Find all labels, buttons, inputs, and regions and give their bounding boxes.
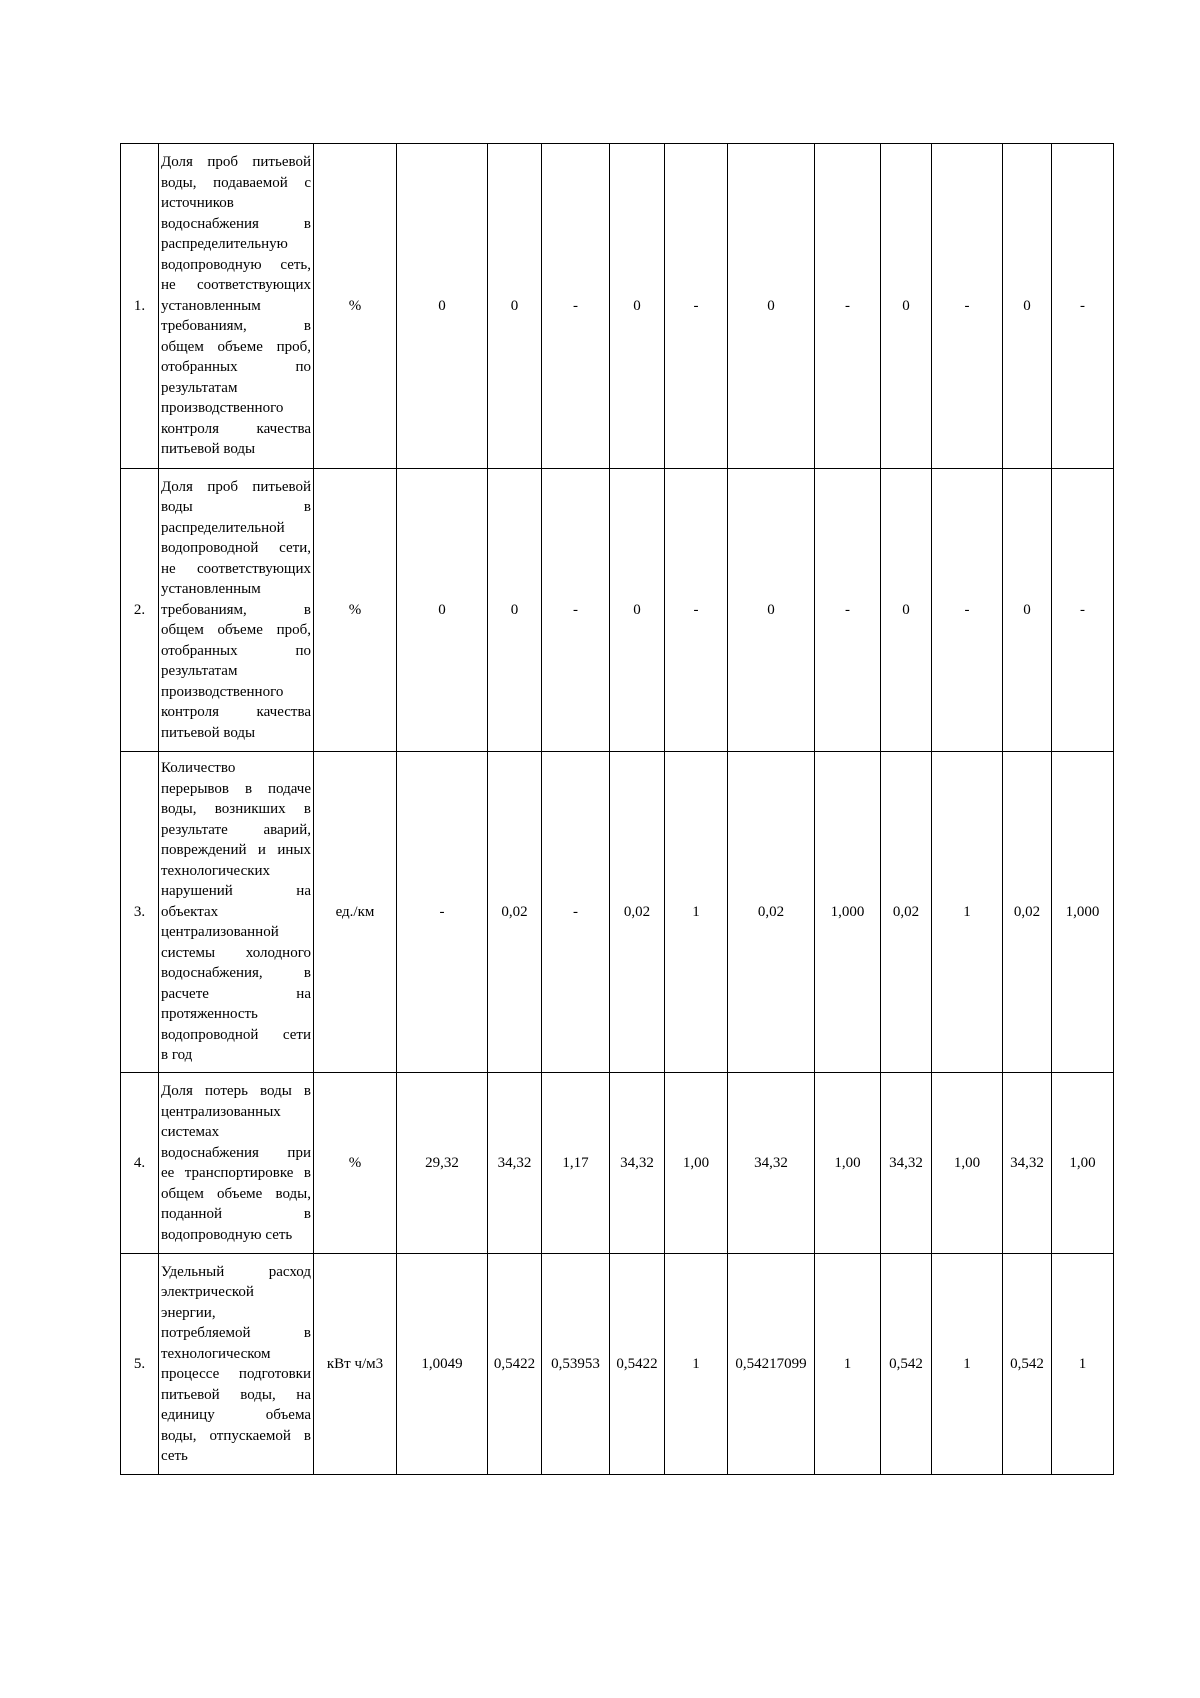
description-line: единицу объема [161, 1407, 311, 1423]
value-cell: 0 [881, 144, 932, 469]
value-cell: 0 [397, 469, 488, 752]
description-line: отобранных по [161, 359, 311, 376]
description-line: ее транспортировке в [161, 1165, 311, 1181]
description-line: электрической [161, 1284, 254, 1300]
description-line: не соответствующих [161, 277, 311, 294]
value-cell: 1,000 [1052, 752, 1114, 1073]
value-cell: 0,02 [881, 752, 932, 1073]
value-cell: - [815, 144, 881, 469]
description-line: результате аварий, [161, 821, 311, 838]
unit-cell: % [314, 144, 397, 469]
description-line: технологическом [161, 1345, 271, 1362]
description-line: производственного [161, 400, 284, 417]
value-cell: - [542, 469, 610, 752]
unit-cell: % [314, 1073, 397, 1254]
value-cell: 0 [488, 469, 542, 752]
row-number: 4. [121, 1073, 159, 1254]
value-cell: 1,000 [815, 752, 881, 1073]
value-cell: 0,54217099 [728, 1254, 815, 1475]
value-cell: 0,5422 [610, 1254, 665, 1475]
value-cell: 0 [1003, 469, 1052, 752]
value-cell: 0,542 [1003, 1254, 1052, 1475]
table-row [121, 1073, 1114, 1254]
description-line: распределительную [161, 236, 288, 253]
value-cell: 0,02 [728, 752, 815, 1073]
table-row [121, 1254, 1114, 1475]
unit-cell: % [314, 469, 397, 752]
description-line: технологических [161, 862, 271, 879]
description-line: протяженность [161, 1006, 258, 1023]
value-cell: 0 [488, 144, 542, 469]
value-cell: 34,32 [610, 1073, 665, 1254]
table-row [121, 752, 1114, 1073]
value-cell: - [1052, 469, 1114, 752]
value-cell: 0,542 [881, 1254, 932, 1475]
table-row [121, 469, 1114, 752]
row-number: 3. [121, 752, 159, 1073]
description-line: в год [161, 1047, 193, 1064]
row-number: 5. [121, 1254, 159, 1475]
value-cell: 1,00 [665, 1073, 728, 1254]
row-number: 1. [121, 144, 159, 469]
value-cell: 0,53953 [542, 1254, 610, 1475]
value-cell: 1 [665, 1254, 728, 1475]
description-line: общем объеме воды, [161, 1185, 311, 1202]
value-cell: - [815, 469, 881, 752]
table-row [121, 144, 1114, 469]
description-line: общем объеме проб, [161, 338, 311, 355]
description-line: водопроводной сети, [161, 540, 311, 557]
value-cell: 1 [665, 752, 728, 1073]
value-cell: - [932, 469, 1003, 752]
description-line: источников [161, 195, 234, 212]
description-line: производственного [161, 683, 284, 700]
value-cell: 1,00 [932, 1073, 1003, 1254]
value-cell: - [397, 752, 488, 1073]
description-line: системах [161, 1124, 220, 1140]
value-cell: 29,32 [397, 1073, 488, 1254]
description-line: объектах [161, 903, 219, 920]
description-line: не соответствующих [161, 560, 311, 577]
description-line: установленным [161, 581, 261, 598]
description-line: воды, отпускаемой в [161, 1427, 311, 1444]
description-line: результатам [161, 379, 238, 396]
description-line: поданной в [161, 1206, 311, 1222]
value-cell: 0,02 [610, 752, 665, 1073]
description-line: питьевой воды, на [161, 1386, 311, 1403]
description-line: распределительной [161, 519, 285, 536]
row-number: 2. [121, 469, 159, 752]
value-cell: 1,17 [542, 1073, 610, 1254]
description-line: воды, подаваемой с [161, 174, 311, 191]
value-cell: 0,02 [488, 752, 542, 1073]
value-cell: 0 [397, 144, 488, 469]
description-line: Количество [161, 760, 236, 777]
description-line: потребляемой в [161, 1325, 311, 1341]
value-cell: - [665, 144, 728, 469]
value-cell: 1,00 [1052, 1073, 1114, 1254]
value-cell: 0 [728, 144, 815, 469]
value-cell: 0 [728, 469, 815, 752]
indicator-description [159, 469, 314, 752]
value-cell: 1 [1052, 1254, 1114, 1475]
description-line: водопроводную сеть, [161, 256, 311, 273]
description-line: водоснабжения в [161, 215, 311, 232]
value-cell: 0 [610, 469, 665, 752]
description-line: водопроводную сеть [161, 1226, 293, 1243]
description-line: Доля проб питьевой [161, 478, 311, 495]
description-line: воды в [161, 499, 311, 516]
description-line: централизованных [161, 1103, 281, 1120]
description-line: общем объеме проб, [161, 622, 311, 639]
indicator-description [159, 1254, 314, 1475]
value-cell: 0,5422 [488, 1254, 542, 1475]
indicators-table [120, 143, 1114, 1475]
description-line: контроля качества [161, 420, 311, 437]
value-cell: 34,32 [488, 1073, 542, 1254]
value-cell: 0 [1003, 144, 1052, 469]
description-line: требованиям, в [161, 318, 311, 335]
value-cell: 34,32 [1003, 1073, 1052, 1254]
value-cell: 1 [932, 752, 1003, 1073]
value-cell: 1 [815, 1254, 881, 1475]
description-line: результатам [161, 663, 238, 680]
value-cell: - [542, 144, 610, 469]
indicator-description [159, 752, 314, 1073]
value-cell: 1 [932, 1254, 1003, 1475]
description-line: процессе подготовки [161, 1366, 311, 1382]
description-line: водоснабжения, в [161, 965, 311, 982]
description-line: требованиям, в [161, 601, 311, 618]
description-line: Доля проб питьевой [161, 154, 311, 171]
value-cell: 0 [610, 144, 665, 469]
value-cell: - [542, 752, 610, 1073]
description-line: отобранных по [161, 642, 311, 659]
value-cell: - [665, 469, 728, 752]
description-line: питьевой воды [161, 724, 256, 741]
description-line: перерывов в подаче [161, 780, 311, 797]
description-line: водоснабжения при [161, 1144, 311, 1161]
description-line: водопроводной сети [161, 1026, 311, 1043]
indicator-description [159, 144, 314, 469]
description-line: энергии, [161, 1304, 216, 1321]
value-cell: 1,0049 [397, 1254, 488, 1475]
description-line: расчете на [161, 985, 311, 1002]
value-cell: 0,02 [1003, 752, 1052, 1073]
description-line: установленным [161, 297, 261, 314]
value-cell: 34,32 [728, 1073, 815, 1254]
description-line: питьевой воды [161, 441, 256, 458]
table-body [121, 144, 1114, 1475]
unit-cell: ед./км [314, 752, 397, 1073]
description-line: сеть [161, 1448, 188, 1464]
description-line: системы холодного [161, 944, 311, 961]
description-line: контроля качества [161, 704, 311, 721]
indicator-description [159, 1073, 314, 1254]
value-cell: 34,32 [881, 1073, 932, 1254]
description-line: Доля потерь воды в [161, 1083, 311, 1099]
unit-cell: кВт ч/м3 [314, 1254, 397, 1475]
description-line: нарушений на [161, 883, 311, 900]
description-line: Удельный расход [161, 1263, 311, 1280]
description-line: воды, возникших в [161, 801, 311, 818]
value-cell: 0 [881, 469, 932, 752]
value-cell: 1,00 [815, 1073, 881, 1254]
value-cell: - [932, 144, 1003, 469]
description-line: централизованной [161, 924, 279, 941]
description-line: повреждений и иных [161, 842, 311, 859]
value-cell: - [1052, 144, 1114, 469]
